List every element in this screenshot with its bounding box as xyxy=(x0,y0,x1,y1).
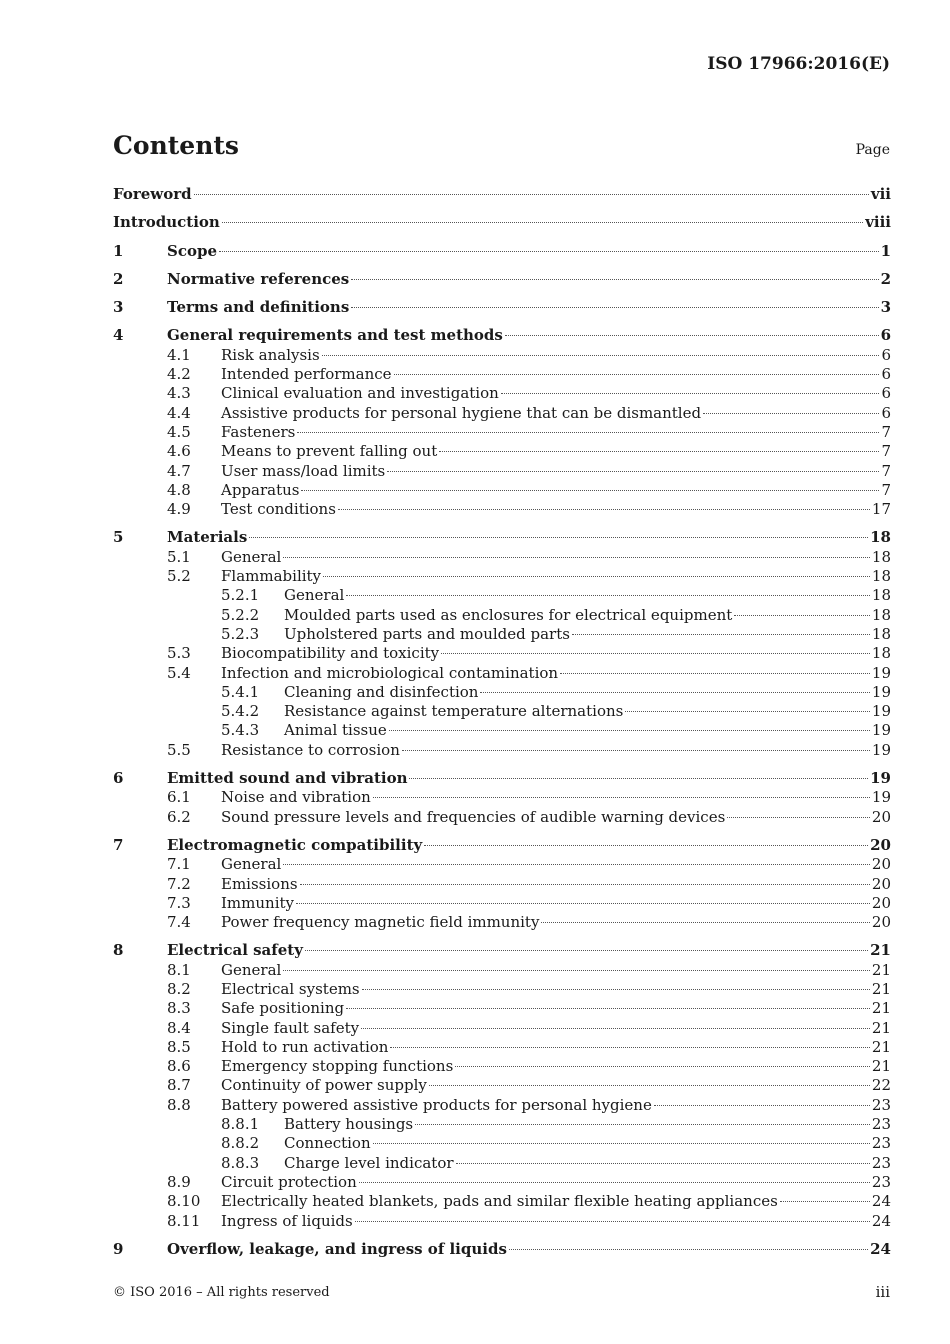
dot-leader xyxy=(297,432,879,433)
dot-leader xyxy=(194,194,869,195)
toc-entry-page: 21 xyxy=(871,1037,891,1056)
toc-entry-number: 5.3 xyxy=(167,644,191,663)
toc-entry-number: 8.7 xyxy=(167,1076,191,1095)
toc-entry[interactable] xyxy=(113,769,891,788)
toc-entry[interactable] xyxy=(113,855,891,874)
toc-entry[interactable] xyxy=(113,423,891,442)
toc-entry-page: 19 xyxy=(871,682,891,701)
toc-entry[interactable] xyxy=(113,242,891,261)
toc-entry-page: 20 xyxy=(871,874,891,893)
toc-entry-title: Cleaning and disinfection xyxy=(284,682,479,701)
dot-leader xyxy=(409,778,868,779)
toc-entry-number: 5.4.2 xyxy=(221,702,260,721)
toc-entry-title: General xyxy=(221,855,282,874)
toc-entry-number: 7 xyxy=(113,835,124,854)
dot-leader xyxy=(480,692,869,693)
toc-entry-page: 3 xyxy=(880,298,891,317)
toc-entry-title: Test conditions xyxy=(221,500,336,519)
dot-leader xyxy=(402,750,870,751)
toc-entry-page: 20 xyxy=(871,807,891,826)
toc-entry[interactable] xyxy=(113,384,891,403)
dot-leader xyxy=(373,1143,870,1144)
toc-entry[interactable] xyxy=(113,1173,891,1192)
dot-leader xyxy=(394,374,880,375)
toc-entry-number: 5.4 xyxy=(167,663,191,682)
dot-leader xyxy=(361,1028,870,1029)
toc-entry-title: Apparatus xyxy=(221,480,300,499)
toc-entry-page: 19 xyxy=(870,769,891,788)
toc-entry-page: 19 xyxy=(871,740,891,759)
dot-leader xyxy=(249,537,868,538)
toc-entry[interactable] xyxy=(113,1038,891,1057)
toc-entry-number: 8.11 xyxy=(167,1211,201,1230)
toc-entry-title: Means to prevent falling out xyxy=(221,442,438,461)
toc-entry-number: 7.2 xyxy=(167,874,191,893)
toc-entry[interactable] xyxy=(113,808,891,827)
toc-entry[interactable] xyxy=(113,980,891,999)
toc-entry-title: Battery powered assistive products for personal hygiene xyxy=(221,1095,652,1114)
toc-entry[interactable] xyxy=(113,1192,891,1211)
toc-entry[interactable] xyxy=(113,1076,891,1095)
toc-entry-title: Introduction xyxy=(113,213,220,232)
toc-entry-title: Assistive products for personal hygiene that can be dismantled xyxy=(221,403,702,422)
dot-leader xyxy=(323,576,870,577)
toc-entry-page: 6 xyxy=(881,384,891,403)
toc-entry-number: 8 xyxy=(113,941,124,960)
toc-entry-number: 4.4 xyxy=(167,403,191,422)
toc-entry-title: Clinical evaluation and investigation xyxy=(221,384,499,403)
toc-entry-title: Biocompatibility and toxicity xyxy=(221,644,440,663)
dot-leader xyxy=(283,864,870,865)
toc-entry-number: 7.3 xyxy=(167,893,191,912)
toc-entry-title: Animal tissue xyxy=(284,721,387,740)
toc-entry-number: 4.5 xyxy=(167,422,191,441)
toc-entry[interactable] xyxy=(113,213,891,232)
toc-entry-title: Immunity xyxy=(221,893,294,912)
toc-entry[interactable] xyxy=(113,346,891,365)
dot-leader xyxy=(625,711,870,712)
toc-entry-number: 8.3 xyxy=(167,999,191,1018)
toc-entry-number: 2 xyxy=(113,269,124,288)
toc-entry-title: General xyxy=(221,547,282,566)
toc-entry-page: 6 xyxy=(881,345,891,364)
dot-leader xyxy=(305,950,868,951)
dot-leader xyxy=(456,1163,870,1164)
toc-entry-title: Electrically heated blankets, pads and similar flexible heating appliances xyxy=(221,1192,778,1211)
toc-entry-number: 7.1 xyxy=(167,855,191,874)
toc-entry-page: 24 xyxy=(870,1239,891,1258)
toc-entry[interactable] xyxy=(113,664,891,683)
toc-entry[interactable] xyxy=(113,326,891,345)
toc-entry-number: 8.8 xyxy=(167,1095,191,1114)
toc-entry[interactable] xyxy=(113,644,891,663)
toc-entry[interactable] xyxy=(113,548,891,567)
toc-entry-number: 9 xyxy=(113,1239,124,1258)
toc-entry[interactable] xyxy=(113,462,891,481)
dot-leader xyxy=(389,730,870,731)
toc-entry-page: 19 xyxy=(871,788,891,807)
dot-leader xyxy=(501,393,880,394)
toc-entry-title: Foreword xyxy=(113,185,192,203)
dot-leader xyxy=(351,307,878,308)
toc-entry-page: 18 xyxy=(871,644,891,663)
toc-entry[interactable] xyxy=(113,625,891,644)
toc-entry-page: 18 xyxy=(871,624,891,643)
toc-entry[interactable] xyxy=(113,999,891,1018)
dot-leader xyxy=(338,509,870,510)
toc-entry-title: Safe positioning xyxy=(221,999,345,1018)
toc-entry-title: Circuit protection xyxy=(221,1172,357,1191)
toc-entry[interactable] xyxy=(113,836,891,855)
toc-entry-number: 8.9 xyxy=(167,1172,191,1191)
toc-entry-number: 6.1 xyxy=(167,788,191,807)
toc-entry-number: 3 xyxy=(113,298,124,317)
toc-entry-title: Charge level indicator xyxy=(284,1153,454,1172)
toc-entry-number: 8.6 xyxy=(167,1057,191,1076)
toc-entry-page: 17 xyxy=(871,500,891,519)
toc-entry-title: Ingress of liquids xyxy=(221,1211,353,1230)
toc-entry-number: 4.8 xyxy=(167,480,191,499)
toc-entry-page: 7 xyxy=(881,461,891,480)
copyright-notice: © ISO 2016 – All rights reserved xyxy=(113,1285,330,1300)
toc-entry-page: 20 xyxy=(871,913,891,932)
dot-leader xyxy=(429,1085,870,1086)
toc-entry-number: 4.6 xyxy=(167,442,191,461)
toc-entry-number: 1 xyxy=(113,241,124,260)
toc-entry-number: 6 xyxy=(113,769,124,788)
toc-entry-page: 7 xyxy=(881,442,891,461)
toc-entry-title: Electromagnetic compatibility xyxy=(167,835,423,854)
toc-entry-number: 5.2.2 xyxy=(221,605,260,624)
toc-entry[interactable] xyxy=(113,606,891,625)
toc-entry-page: 18 xyxy=(871,567,891,586)
toc-entry[interactable] xyxy=(113,365,891,384)
toc-entry[interactable] xyxy=(113,1240,891,1259)
toc-entry-page: 24 xyxy=(871,1211,891,1230)
toc-entry-title: Noise and vibration xyxy=(221,788,371,807)
toc-entry-page: 7 xyxy=(881,422,891,441)
dot-leader xyxy=(734,615,870,616)
toc-entry[interactable] xyxy=(113,1115,891,1134)
dot-leader xyxy=(439,451,879,452)
toc-entry-page: 22 xyxy=(871,1076,891,1095)
dot-leader xyxy=(373,797,870,798)
toc-entry-page: 2 xyxy=(880,269,891,288)
toc-entry-number: 8.8.1 xyxy=(221,1115,260,1134)
toc-entry-title: Scope xyxy=(167,241,218,260)
toc-entry-page: 24 xyxy=(871,1192,891,1211)
toc-entry-number: 5.5 xyxy=(167,740,191,759)
dot-leader xyxy=(301,490,879,491)
dot-leader xyxy=(322,355,880,356)
toc-entry-page: 21 xyxy=(871,999,891,1018)
toc-entry[interactable] xyxy=(113,1212,891,1231)
toc-entry-title: Moulded parts used as enclosures for electrical equipment xyxy=(284,605,733,624)
toc-entry[interactable] xyxy=(113,298,891,317)
toc-entry-title: Electrical safety xyxy=(167,941,303,960)
toc-entry[interactable] xyxy=(113,894,891,913)
dot-leader xyxy=(560,673,870,674)
dot-leader xyxy=(351,279,878,280)
toc-entry[interactable] xyxy=(113,185,891,204)
dot-leader xyxy=(387,471,879,472)
toc-entry-page: 21 xyxy=(871,960,891,979)
dot-leader xyxy=(390,1047,869,1048)
toc-entry-title: Hold to run activation xyxy=(221,1037,389,1056)
toc-entry-title: Single fault safety xyxy=(221,1018,360,1037)
dot-leader xyxy=(505,335,879,336)
toc-entry-title: Battery housings xyxy=(284,1115,414,1134)
toc-entry-page: 23 xyxy=(871,1134,891,1153)
dot-leader xyxy=(359,1182,870,1183)
toc-entry-page: 20 xyxy=(870,835,891,854)
toc-entry-number: 5.2.3 xyxy=(221,624,260,643)
toc-entry-title: General xyxy=(284,586,345,605)
toc-entry-title: Flammability xyxy=(221,567,322,586)
toc-entry-page: vii xyxy=(870,185,891,203)
dot-leader xyxy=(283,970,870,971)
toc-entry[interactable] xyxy=(113,1019,891,1038)
dot-leader xyxy=(219,251,879,252)
toc-entry-page: 18 xyxy=(871,605,891,624)
dot-leader xyxy=(415,1124,870,1125)
toc-entry-number: 5 xyxy=(113,528,124,547)
dot-leader xyxy=(296,903,870,904)
toc-entry-page: 20 xyxy=(871,893,891,912)
toc-entry-title: Fasteners xyxy=(221,422,296,441)
toc-entry[interactable] xyxy=(113,913,891,932)
standard-id: ISO 17966:2016(E) xyxy=(707,54,890,74)
toc-entry-title: Connection xyxy=(284,1134,371,1153)
toc-entry-title: Electrical systems xyxy=(221,979,360,998)
toc-entry-number: 6.2 xyxy=(167,807,191,826)
toc-entry-page: 18 xyxy=(871,586,891,605)
toc-entry-page: 23 xyxy=(871,1095,891,1114)
dot-leader xyxy=(424,845,868,846)
toc-entry[interactable] xyxy=(113,683,891,702)
dot-leader xyxy=(362,989,870,990)
dot-leader xyxy=(300,884,870,885)
toc-entry[interactable] xyxy=(113,1134,891,1153)
toc-entry-title: Sound pressure levels and frequencies of audible warning devices xyxy=(221,807,726,826)
toc-entry-number: 8.1 xyxy=(167,960,191,979)
toc-entry[interactable] xyxy=(113,1057,891,1076)
toc-entry-number: 8.4 xyxy=(167,1018,191,1037)
toc-entry[interactable] xyxy=(113,788,891,807)
dot-leader xyxy=(654,1105,870,1106)
toc-entry-number: 8.2 xyxy=(167,979,191,998)
toc-entry-title: Infection and microbiological contamination xyxy=(221,663,559,682)
toc-entry-number: 5.2.1 xyxy=(221,586,260,605)
toc-entry-page: viii xyxy=(865,213,891,232)
toc-entry-title: General requirements and test methods xyxy=(167,326,503,345)
toc-entry-number: 8.10 xyxy=(167,1192,201,1211)
toc-entry-page: 19 xyxy=(871,721,891,740)
toc-entry[interactable] xyxy=(113,741,891,760)
toc-entry[interactable] xyxy=(113,500,891,519)
toc-entry-page: 18 xyxy=(871,547,891,566)
toc-entry-page: 1 xyxy=(880,241,891,260)
toc-title: Contents xyxy=(113,131,240,160)
toc-entry-number: 4 xyxy=(113,326,124,345)
toc-entry[interactable] xyxy=(113,528,891,547)
toc-entry-title: Resistance to corrosion xyxy=(221,740,400,759)
toc-entry-page: 23 xyxy=(871,1172,891,1191)
dot-leader xyxy=(572,634,870,635)
toc-entry-number: 4.3 xyxy=(167,384,191,403)
toc-entry[interactable] xyxy=(113,586,891,605)
toc-entry-title: Emitted sound and vibration xyxy=(167,769,408,788)
dot-leader xyxy=(222,222,863,223)
toc-entry-number: 5.4.3 xyxy=(221,721,260,740)
toc-entry-number: 8.8.3 xyxy=(221,1153,260,1172)
toc-entry-title: Continuity of power supply xyxy=(221,1076,427,1095)
toc-entry-title: Terms and definitions xyxy=(167,298,350,317)
dot-leader xyxy=(346,1008,870,1009)
page-column-label: Page xyxy=(855,142,890,158)
toc-entry[interactable] xyxy=(113,270,891,289)
toc-entry-number: 4.7 xyxy=(167,461,191,480)
toc-entry-title: Intended performance xyxy=(221,365,392,384)
toc-entry[interactable] xyxy=(113,875,891,894)
toc-entry-title: Materials xyxy=(167,528,248,547)
toc-entry[interactable] xyxy=(113,721,891,740)
dot-leader xyxy=(509,1249,868,1250)
toc-entry-page: 20 xyxy=(871,855,891,874)
toc-entry-number: 7.4 xyxy=(167,913,191,932)
dot-leader xyxy=(283,557,870,558)
toc-entry-number: 5.2 xyxy=(167,567,191,586)
toc-entry-title: Risk analysis xyxy=(221,345,320,364)
toc-entry-page: 23 xyxy=(871,1115,891,1134)
toc-entry-page: 6 xyxy=(880,326,891,345)
dot-leader xyxy=(455,1066,870,1067)
toc-entry[interactable] xyxy=(113,404,891,423)
toc-entry[interactable] xyxy=(113,442,891,461)
toc-entry-page: 21 xyxy=(871,1057,891,1076)
toc-entry-page: 21 xyxy=(871,979,891,998)
toc-entry-title: Emergency stopping functions xyxy=(221,1057,454,1076)
toc-entry-page: 19 xyxy=(871,702,891,721)
dot-leader xyxy=(780,1201,870,1202)
toc-entry-number: 8.8.2 xyxy=(221,1134,260,1153)
toc-entry-page: 23 xyxy=(871,1153,891,1172)
toc-entry[interactable] xyxy=(113,1154,891,1173)
toc-entry-page: 6 xyxy=(881,365,891,384)
toc-entry[interactable] xyxy=(113,941,891,960)
dot-leader xyxy=(727,817,870,818)
toc-entry[interactable] xyxy=(113,567,891,586)
toc-entry-number: 5.4.1 xyxy=(221,682,260,701)
toc-entry-number: 8.5 xyxy=(167,1037,191,1056)
toc-entry[interactable] xyxy=(113,481,891,500)
toc-entry-number: 4.2 xyxy=(167,365,191,384)
toc-entry-title: Power frequency magnetic field immunity xyxy=(221,913,540,932)
toc-entry-title: Resistance against temperature alternations xyxy=(284,702,624,721)
toc-entry[interactable] xyxy=(113,961,891,980)
table-of-contents xyxy=(113,185,891,1259)
toc-entry-title: General xyxy=(221,960,282,979)
toc-entry-page: 19 xyxy=(871,663,891,682)
toc-entry-title: Normative references xyxy=(167,269,350,288)
toc-entry-number: 4.1 xyxy=(167,345,191,364)
toc-entry-page: 21 xyxy=(871,1018,891,1037)
dot-leader xyxy=(703,413,879,414)
dot-leader xyxy=(346,595,870,596)
toc-entry-number: 5.1 xyxy=(167,547,191,566)
toc-entry[interactable] xyxy=(113,1096,891,1115)
toc-entry-number: 4.9 xyxy=(167,500,191,519)
toc-entry-title: User mass/load limits xyxy=(221,461,386,480)
toc-entry-title: Emissions xyxy=(221,874,298,893)
toc-entry-page: 6 xyxy=(881,403,891,422)
toc-entry[interactable] xyxy=(113,702,891,721)
toc-entry-title: Upholstered parts and moulded parts xyxy=(284,624,570,643)
dot-leader xyxy=(355,1221,870,1222)
page-number: iii xyxy=(875,1283,890,1301)
dot-leader xyxy=(541,922,869,923)
toc-entry-page: 7 xyxy=(881,480,891,499)
toc-entry-page: 21 xyxy=(870,941,891,960)
toc-entry-title: Overflow, leakage, and ingress of liquids xyxy=(167,1239,507,1258)
dot-leader xyxy=(441,653,870,654)
toc-entry-page: 18 xyxy=(870,528,891,547)
